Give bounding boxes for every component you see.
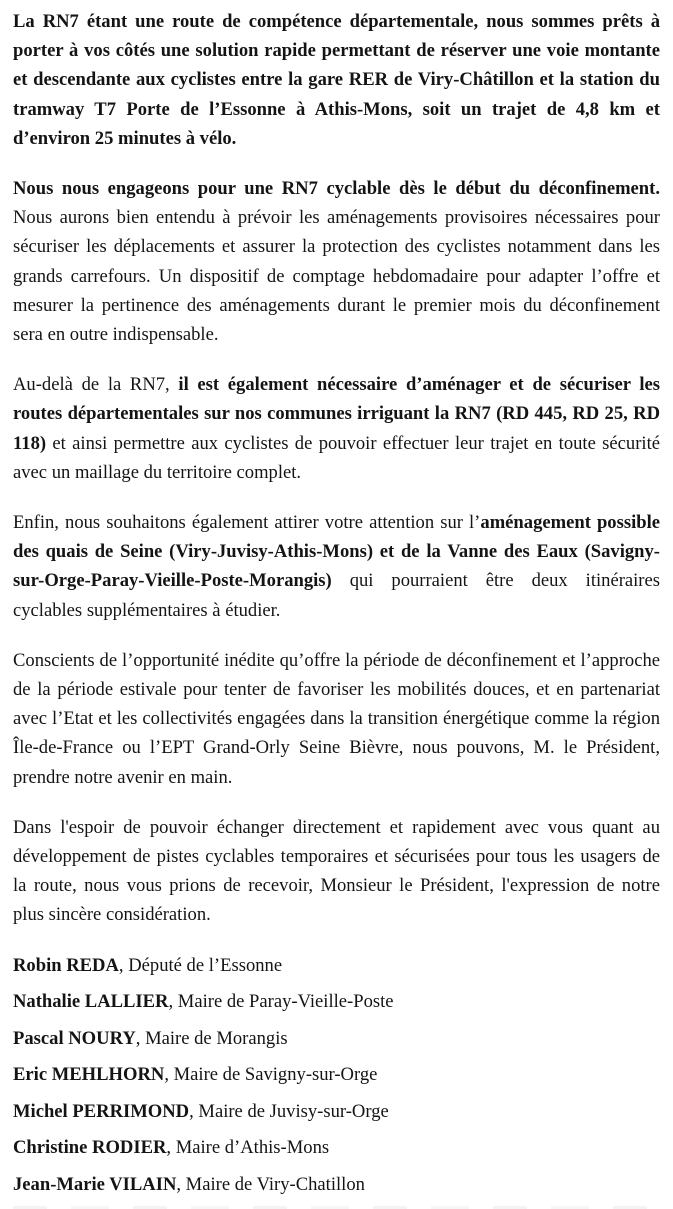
text-run: Conscients de l’opportunité inédite qu’offre la période de déconfinement et l’approche de la période estivale pour tenter de favoriser les mobilités douces, et en partenariat avec l’Etat et les collectivités engagées dans la transition énergétique comme la région Île-de-France ou l’EPT Grand-Orly Seine Bièvre, nous pouvons, M. le Président, prendre notre avenir en main. (13, 649, 660, 788)
signatory-robin-reda (13, 951, 660, 980)
paragraph-opportunite (13, 646, 660, 792)
signatory-role: , Maire de Viry-Chatillon (176, 1173, 365, 1195)
paragraph-quais-de-seine (13, 508, 660, 625)
signatory-name: Jean-Marie VILAIN (13, 1173, 177, 1195)
signatory-role: , Maire de Paray-Vieille-Poste (168, 991, 394, 1013)
signatory-name: Christine RODIER (13, 1137, 167, 1159)
signatory-name: Nathalie LALLIER (13, 991, 169, 1013)
paragraph-routes-departementales (13, 370, 660, 487)
signatory-christine-rodier (13, 1133, 660, 1162)
signatory-michel-perrimond (13, 1097, 660, 1126)
text-run: Au-delà de la RN7, (13, 374, 179, 396)
text-run: Nous nous engageons pour une RN7 cyclable dès le début du déconfinement. (13, 178, 660, 200)
signatory-eric-mehlhorn (13, 1060, 660, 1089)
text-run: il est également nécessaire d’aménager et de sécuriser les routes départementales sur nos communes irriguant la RN7 (RD 445, RD 25, RD 118) (13, 374, 660, 454)
signatory-role: , Député de l’Essonne (118, 954, 283, 976)
signatory-name: Eric MEHLHORN (13, 1064, 165, 1086)
text-run: La RN7 étant une route de compétence départementale, nous sommes prêts à porter à vos côtés une solution rapide permettant de réserver une voie montante et descendante aux cyclistes entre la gare RER de Viry-Châtillon et la station du tramway T7 Porte de l’Essonne à Athis-Mons, soit un trajet de 4,8 km et d’environ 25 minutes à vélo. (13, 11, 660, 149)
signatory-name: Michel PERRIMOND (13, 1100, 190, 1122)
text-run: aménagement possible des quais de Seine (Viry-Juvisy-Athis-Mons) et de la Vanne des Eaux (Savigny-sur-Orge-Paray-Vieille-Poste-Morangis) (13, 512, 661, 592)
text-run: qui pourraient être deux itinéraires cyclables supplémentaires à étudier. (13, 570, 660, 621)
signatory-role: , Maire de Morangis (135, 1027, 288, 1049)
signatory-role: , Maire d’Athis-Mons (166, 1137, 330, 1159)
paragraph-rn7-competence (13, 7, 660, 153)
signatory-name: Robin REDA (13, 954, 119, 976)
text-run: Nous aurons bien entendu à prévoir les aménagements provisoires nécessaires pour sécuriser les déplacements et assurer la protection des cyclistes notamment dans les grands carrefours. Un dispositif de comptage hebdomadaire pour adapter l’offre et mesurer la pertinence des aménagements durant le premier mois du déconfinement sera en outre indispensable. (13, 207, 660, 346)
signatories-block (13, 951, 660, 1199)
signatory-name: Pascal NOURY (13, 1027, 136, 1049)
text-run: Dans l'espoir de pouvoir échanger directement et rapidement avec vous quant au développement de pistes cyclables temporaires et sécurisées pour tous les usagers de la route, nous vous prions de recevoir, Monsieur le Président, l'expression de notre plus sincère considération. (13, 816, 660, 926)
signatory-pascal-noury (13, 1024, 660, 1053)
signatory-role: , Maire de Savigny-sur-Orge (164, 1064, 378, 1086)
paragraph-formule-politesse (13, 813, 660, 930)
signatory-role: , Maire de Juvisy-sur-Orge (189, 1100, 389, 1122)
text-run: Enfin, nous souhaitons également attirer votre attention sur l’ (13, 512, 481, 534)
signatory-jean-marie-vilain (13, 1170, 660, 1199)
signatory-nathalie-lallier (13, 987, 660, 1016)
text-run: et ainsi permettre aux cyclistes de pouvoir effectuer leur trajet en toute sécurité avec un maillage du territoire complet. (13, 432, 660, 483)
paragraph-engagement (13, 174, 660, 349)
